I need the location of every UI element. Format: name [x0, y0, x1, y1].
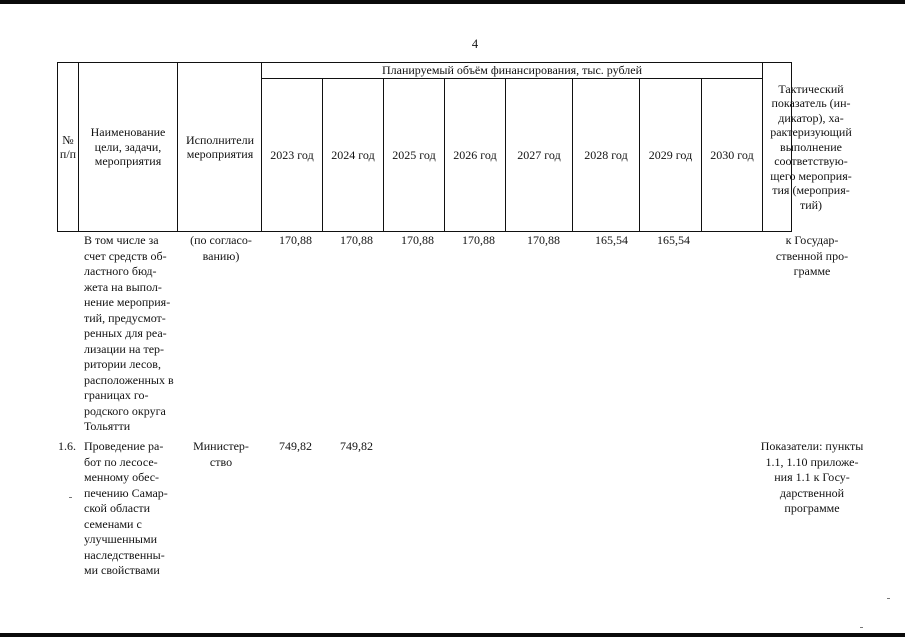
row-value: 749,82	[340, 439, 373, 453]
row-value: 165,54	[595, 233, 628, 247]
row-number: 1.6.	[58, 439, 76, 453]
header-name: Наименование цели, задачи, мероприятия	[90, 125, 166, 169]
scan-border-bottom	[0, 633, 905, 637]
header-year: 2024 год	[331, 147, 375, 162]
row-value: 170,88	[527, 233, 560, 247]
page-number: 4	[471, 37, 479, 51]
scan-speck	[887, 598, 890, 599]
header-year: 2025 год	[392, 147, 436, 162]
row-value: 170,88	[279, 233, 312, 247]
col-rule	[177, 62, 178, 232]
row-executor: (по согласо- ванию)	[190, 233, 252, 263]
table-header	[57, 62, 852, 232]
row-value: 170,88	[462, 233, 495, 247]
row-value: 749,82	[279, 439, 312, 453]
scan-speck	[860, 627, 863, 628]
header-year: 2028 год	[584, 147, 628, 162]
header-indicator: Тактический показатель (ин- дикатор), ха- рактеризующий выполнение соответствую- щего мероприя- тия (мероприя- тий)	[770, 81, 852, 212]
header-number: № п/п	[59, 132, 77, 161]
header-year: 2030 год	[710, 147, 754, 162]
row-value: 170,88	[401, 233, 434, 247]
row-executor: Министер- ство	[193, 439, 249, 469]
header-year: 2023 год	[270, 147, 314, 162]
header-funding: Планируемый объём финансирования, тыс. рублей	[381, 62, 642, 77]
row-value: 165,54	[657, 233, 690, 247]
row-name: Проведение ра- бот по лесосе- менному обес- печению Самар- ской области семенами с улучшенными наследственны- ми свойствами	[84, 439, 168, 577]
row-indicator: Показатели: пункты 1.1, 1.10 приложе- ния 1.1 к Госу- дарственной программе	[760, 439, 864, 515]
header-year: 2027 год	[517, 147, 561, 162]
row-indicator: к Государ- ственной про- грамме	[775, 233, 849, 278]
scan-speck	[69, 497, 72, 498]
header-executor: Исполнители мероприятия	[185, 132, 255, 161]
header-year: 2029 год	[648, 147, 693, 162]
row-name: В том числе за счет средств об- ластного бюд- жета на выпол- нение мероприя- тий, предусмот- ренных для реа- лизации на тер- ритории лесов, расположенных в границах го- родского округа Тольятти	[84, 233, 174, 433]
scan-border-top	[0, 0, 905, 4]
header-year: 2026 год	[453, 147, 497, 162]
row-value: 170,88	[340, 233, 373, 247]
